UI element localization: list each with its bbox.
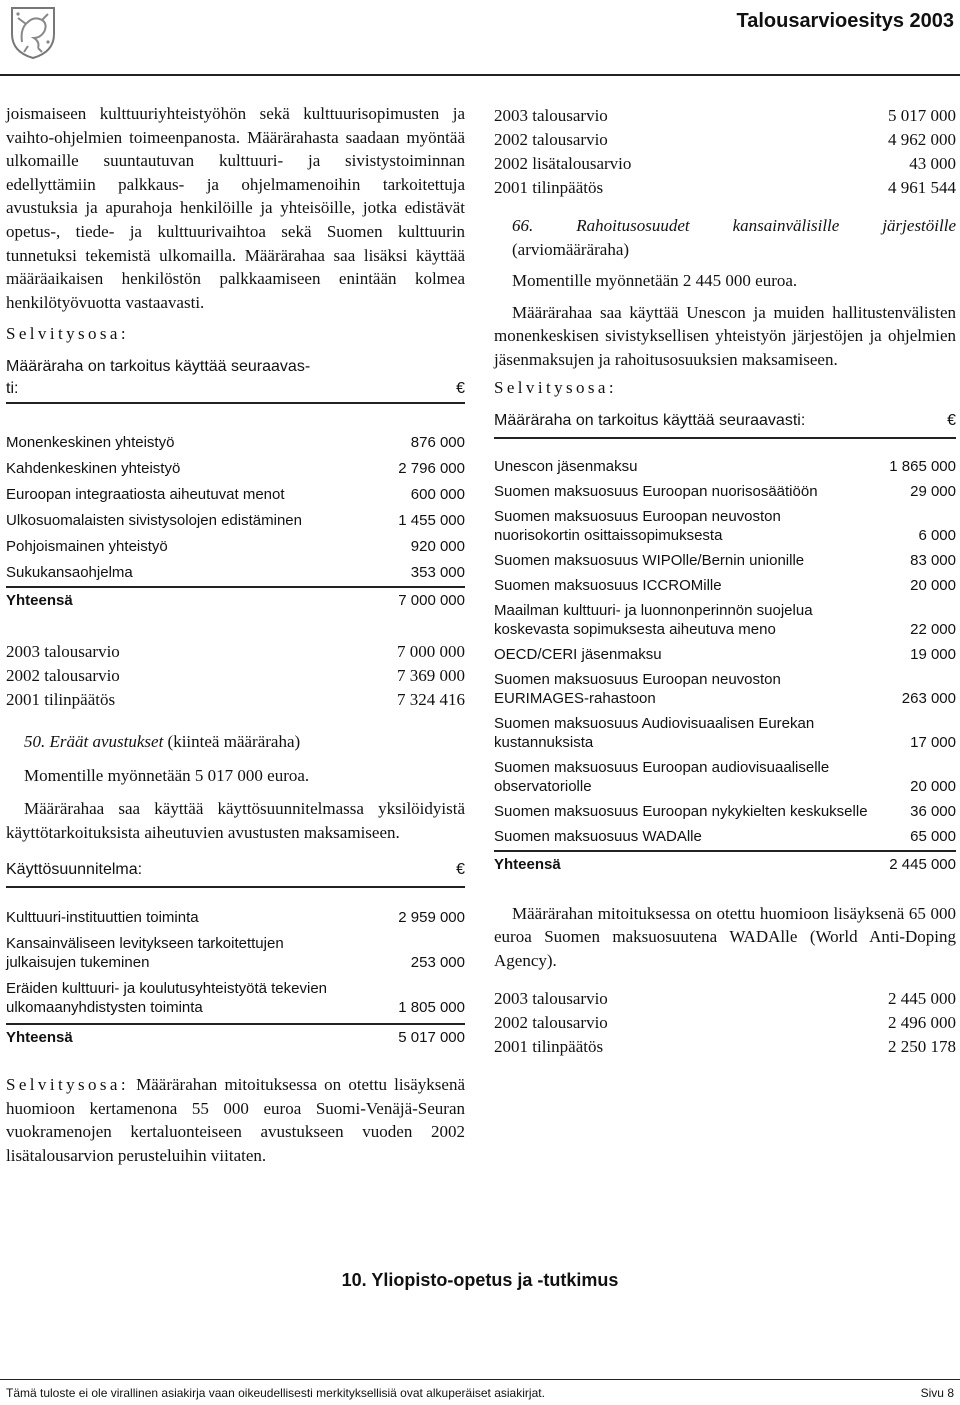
euro-symbol: €: [456, 861, 465, 879]
table-row: Monenkeskinen yhteistyö 876 000: [6, 433, 465, 451]
budget-summary: [6, 640, 465, 712]
budget-label: 2002 talousarvio: [6, 665, 120, 685]
item-66-moment: Momentille myönnetään 2 445 000 euroa.: [512, 271, 798, 291]
selvitysosa-label: Selvitysosa:: [6, 324, 129, 344]
budget-summary: 2003 talousarvio 5 017 000 2002 talousarvio 4 962 000 2002 lisätalousarvio 43 000 2001 tilinpäätös 4 961 544: [494, 106, 956, 197]
item-66-heading: 66. Rahoitusosuudet kansainvälisille järjestöille (arviomääräraha): [512, 216, 956, 259]
table-row: Suomen maksuosuus WADAlle 65 000: [494, 827, 956, 845]
table-row: Ulkosuomalaisten sivistysolojen edistäminen 1 455 000: [6, 511, 465, 529]
table-rule: [6, 886, 465, 888]
table-rule: [494, 437, 956, 439]
total-row: Yhteensä 7 000 000: [6, 591, 465, 609]
table-row: Kahdenkeskinen yhteistyö 2 796 000: [6, 459, 465, 477]
budget-label: 2001 tilinpäätös: [6, 689, 116, 709]
right-column: [494, 104, 956, 1059]
plan-table: [6, 908, 465, 1047]
table-row: Suomen maksuosuus Euroopan nuorisosäätiöön 29 000: [494, 482, 956, 500]
allocation-heading-cont: ti:: [6, 379, 19, 397]
budget-summary: 2003 talousarvio 2 445 000 2002 talousarvio 2 496 000 2001 tilinpäätös 2 250 178: [494, 988, 956, 1056]
table-row: Suomen maksuosuus Audiovisuaalisen Eurekan kustannuksista 17 000: [494, 714, 956, 751]
explanation-paragraph: Selvitysosa: Määrärahan mitoituksessa on otettu lisäyksenä huomioon kertamenona 55 000 euroa Suomi-Venäjä-Seuran vuokramenojen kertaluonteiseen avustukseen vuoden 2002 lisätalousarvion perusteluihin viitaten.: [6, 1074, 466, 1165]
table-row: Kulttuuri-instituuttien toiminta 2 959 000: [6, 908, 465, 926]
table-row: Suomen maksuosuus ICCROMille 20 000: [494, 576, 956, 594]
budget-value: 7 324 416: [397, 689, 465, 709]
total-row: Yhteensä 2 445 000: [494, 855, 956, 873]
table-row: Euroopan integraatiosta aiheutuvat menot 600 000: [6, 485, 465, 503]
table-row: Suomen maksuosuus Euroopan neuvoston nuorisokortin osittaissopimuksesta 6 000: [494, 507, 956, 544]
euro-symbol: €: [456, 379, 465, 397]
item-50-heading: 50. Eräät avustukset (kiinteä määräraha): [24, 731, 301, 751]
table-row: Maailman kulttuuri- ja luonnonperinnön suojelua koskevasta sopimuksesta aiheutuva meno 22 000: [494, 601, 956, 638]
table-row: Pohjoismainen yhteistyö 920 000: [6, 537, 465, 555]
wada-note: Määrärahan mitoituksessa on otettu huomioon lisäyksenä 65 000 euroa Suomen maksuosuutena WADAlle (World Anti-Doping Agency).: [494, 903, 956, 970]
table-row: Sukukansaohjelma 353 000: [6, 563, 465, 581]
footer-disclaimer: Tämä tuloste ei ole virallinen asiakirja vaan oikeudellisesti merkityksellisiä ovat alkuperäiset asiakirjat.: [6, 1386, 545, 1400]
allocation-table: [6, 426, 465, 610]
budget-label: 2003 talousarvio: [6, 641, 120, 661]
header-rule: [0, 74, 960, 76]
table-row: Suomen maksuosuus Euroopan audiovisuaaliselle observatoriolle 20 000: [494, 758, 956, 795]
section-heading: 10. Yliopisto-opetus ja -tutkimus: [341, 1270, 619, 1290]
left-column: [6, 102, 465, 1167]
budget-value: 7 369 000: [397, 665, 465, 685]
budget-value: 7 000 000: [397, 641, 465, 661]
allocation-heading: Määräraha on tarkoitus käyttää seuraavasti:: [494, 412, 806, 430]
table-row: Unescon jäsenmaksu 1 865 000: [494, 457, 956, 475]
page-number: Sivu 8: [920, 1386, 954, 1400]
table-row: Suomen maksuosuus Euroopan neuvoston EURIMAGES-rahastoon 263 000: [494, 670, 956, 707]
table-row: OECD/CERI jäsenmaksu 19 000: [494, 645, 956, 663]
table-row: Eräiden kulttuuri- ja koulutusyhteistyötä tekevien ulkomaanyhdistysten toiminta 1 805 000: [6, 979, 465, 1016]
contribution-table: [494, 457, 956, 874]
coat-of-arms-lion-logo: [4, 2, 62, 60]
table-row: Kansainväliseen levitykseen tarkoitettujen julkaisujen tukeminen 253 000: [6, 934, 465, 971]
total-row: Yhteensä 5 017 000: [6, 1028, 465, 1046]
table-row: Suomen maksuosuus Euroopan nykykielten keskukselle 36 000: [494, 802, 956, 820]
table-row: Suomen maksuosuus WIPOlle/Bernin unionille 83 000: [494, 551, 956, 569]
footer-rule: [0, 1379, 960, 1380]
allocation-heading: Määräraha on tarkoitus käyttää seuraavas-: [6, 357, 311, 375]
item-66-text: Määrärahaa saa käyttää Unescon ja muiden hallitustenvälisten monenkeskisen sivistyksellisen yhteistyön järjestöjen ja ohjelmien jäsenmaksujen ja rahoitusosuuksien maksamiseen.: [494, 302, 956, 369]
euro-symbol: €: [947, 412, 956, 430]
document-title: Talousarvioesitys 2003: [736, 10, 954, 32]
table-rule: [6, 402, 465, 404]
item-50-text: Määrärahaa saa käyttää käyttösuunnitelmassa yksilöidyistä käyttötarkoituksista aiheutuvien avustusten maksamiseen.: [6, 799, 465, 842]
intro-paragraph: joismaiseen kulttuuriyhteistyöhön sekä kulttuurisopimusten ja vaihto-ohjelmien toimeenpanosta. Määrärahasta saadaan myöntää ulkomaille suuntautuvan kulttuuri- ja sivistystoiminnan edellyttämiin palkkaus- ja ohjelmamenoihin tarkoitettuja avustuksia ja apurahoja henkilöille ja yhteisöille, jotka edistävät opetus-, tiede- ja kulttuurivaihtoa sekä Suomen kulttuurin tunnetuksi tekemistä ulkomailla. Määrärahaa saa lisäksi käyttää määräaikaisen henkilöstön palkkaamiseen enintään kolmea henkilötyövuotta vastaavasti.: [6, 104, 465, 312]
plan-heading: Käyttösuunnitelma:: [6, 861, 143, 879]
selvitysosa-label: Selvitysosa:: [494, 377, 617, 397]
item-50-moment: Momentille myönnetään 5 017 000 euroa.: [24, 765, 310, 785]
